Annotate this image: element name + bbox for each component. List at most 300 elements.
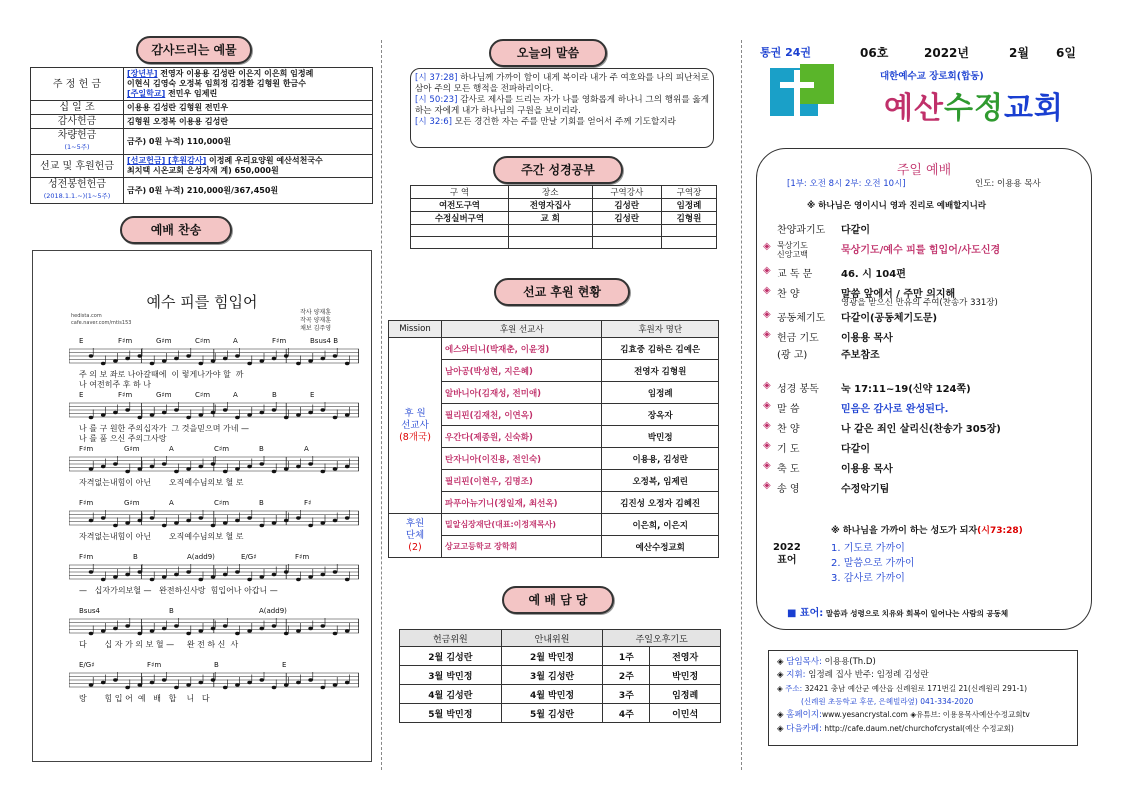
chord-label: F♯m [79, 553, 94, 561]
verses-box [410, 68, 714, 148]
note [272, 357, 277, 360]
lyric-line: — 십자가의보혈 — 완전하신사랑 힘입어나 아갑니 — [79, 586, 278, 595]
table-row: 4월 김성란 4월 박민정 3주 임정례 [400, 685, 721, 704]
note [101, 578, 106, 581]
note [260, 462, 265, 465]
offering-names: 금주) 0원 누적) 210,000원/367,450원 [124, 178, 373, 204]
note [150, 465, 155, 468]
note [199, 629, 204, 632]
chord-label: E [282, 661, 287, 669]
note [162, 678, 167, 681]
music-system [69, 391, 359, 443]
note [174, 470, 179, 473]
lyric-line: 나 여전히주 후 하 나 [79, 380, 151, 389]
staff [69, 509, 359, 529]
church-name: 예산수정교회 [884, 91, 1064, 126]
note [186, 467, 191, 470]
hymn-title: 예배 찬송 [120, 216, 232, 244]
note [186, 416, 191, 419]
note [113, 462, 118, 465]
offering-row [31, 129, 373, 155]
offering-label: 주 정 헌 금 [31, 68, 124, 101]
table-row: 5월 박민정 5월 김성란 4주 이민석 [400, 704, 721, 723]
order-label: 묵상기도 신앙고백 [777, 241, 808, 259]
note [321, 624, 326, 627]
diamond-icon: ◈ [777, 657, 787, 667]
lyric-line: 나 를 품 으신 주의그사랑 [79, 434, 167, 443]
note [247, 578, 252, 581]
music-system [69, 661, 359, 713]
offering-names: 김형원 오정복 이용용 김성란 [124, 115, 373, 129]
note [260, 575, 265, 578]
note [308, 524, 313, 527]
note [150, 681, 155, 684]
note [296, 629, 301, 632]
chord-label: A [233, 337, 238, 345]
table-row: 우간다(제종원, 신숙화) 박민정 [389, 426, 719, 448]
chord-label: B [272, 391, 277, 399]
note [174, 686, 179, 689]
note [211, 359, 216, 362]
chord-label: F♯m [147, 661, 162, 669]
note [284, 632, 289, 635]
chord-label: F♯m [79, 499, 94, 507]
note [89, 354, 94, 357]
chord-label: F♯m [272, 337, 287, 345]
note [235, 683, 240, 686]
note [308, 627, 313, 630]
order-value: 눅 17:11~19(신약 124쪽) [841, 384, 971, 395]
table-row: 수정실버구역 교 회 김성란 김형원 [411, 212, 717, 225]
note [125, 357, 130, 360]
info-line: ◈ 담임목사: 이용용(Th.D) [777, 657, 876, 667]
diamond-icon: ◈ [777, 710, 787, 720]
denomination: 대한예수교 장로회(합동) [880, 71, 984, 82]
offering-row [31, 115, 373, 129]
note [345, 362, 350, 365]
sheet-source: hedista.com cafe.naver.com/mtis153 [71, 313, 132, 326]
motto-item: 2. 말씀으로 가까이 [831, 558, 915, 569]
note [138, 354, 143, 357]
sheet-credits: 작사 양재훈 작곡 양재훈 채보 김주영 [300, 309, 331, 332]
offering-names: [선교헌금] [후원감사] 이정례 우리요양원 예산석천국수 최치택 시온교회 은성자재 계) 650,000원 [124, 155, 373, 178]
order-value: 수정악기팀 [841, 484, 890, 495]
note [308, 462, 313, 465]
table-row [411, 225, 717, 237]
diamond-icon: ◈ [763, 380, 771, 391]
offering-label: 차량헌금 (1~5주) [31, 129, 124, 155]
note [138, 570, 143, 573]
note [150, 413, 155, 416]
chord-label: C♯m [214, 499, 230, 507]
note [235, 570, 240, 573]
diamond-icon: ◈ [777, 670, 787, 680]
table-header: Mission 후원 선교사 후원자 명단 [389, 321, 719, 338]
note [186, 570, 191, 573]
verse: [시 37:28] 하나님께 가까이 함이 내게 복이라 내가 주 여호와를 나의 피난처로 삼아 주의 모든 행적을 전파하리이다. [415, 73, 709, 94]
note [333, 354, 338, 357]
order-label: 기 도 [777, 444, 800, 455]
note [101, 413, 106, 416]
note [150, 578, 155, 581]
sheet-music [32, 250, 372, 762]
order-value: 다같이 [841, 444, 870, 455]
note [260, 524, 265, 527]
diamond-icon: ◈ [763, 400, 771, 411]
chord-label: A(add9) [259, 607, 287, 615]
diamond-icon: ◈ [763, 309, 771, 320]
note [321, 357, 326, 360]
chord-label: B [169, 607, 174, 615]
chord-label: G♯m [124, 499, 140, 507]
note [260, 678, 265, 681]
chord-label: B [133, 553, 138, 561]
lyric-line: 자격없는내힘이 아닌 오직예수님의보 혈 로 [79, 532, 244, 541]
info-line: ◈ 지휘: 임정례 집사 반주: 임정례 김성란 [777, 670, 929, 680]
offering-names: 금주) 0원 누적) 110,000원 [124, 129, 373, 155]
table-row [411, 237, 717, 249]
note [162, 359, 167, 362]
order-value: 나 같은 죄인 살리신(찬송가 305장) [841, 424, 1001, 435]
motto-year: 2022 표어 [773, 542, 801, 566]
note [345, 413, 350, 416]
note [308, 411, 313, 414]
table-row: 3월 박민정 3월 김성란 2주 박민정 [400, 666, 721, 685]
note [174, 408, 179, 411]
note [260, 359, 265, 362]
diamond-icon: ◈ [763, 420, 771, 431]
music-system [69, 607, 359, 659]
music-system [69, 499, 359, 551]
chord-label: B [259, 445, 264, 453]
table-row: 알바니아(김재성, 전미애) 임정례 [389, 382, 719, 404]
note [101, 516, 106, 519]
table-row: 파푸아뉴기니(정일재, 최선옥) 김진성 오정자 김혜진 [389, 492, 719, 514]
note [272, 521, 277, 524]
chord-label: A [169, 499, 174, 507]
note [333, 416, 338, 419]
table-header: 구 역 장소 구역강사 구역장 [411, 186, 717, 199]
info-line: ◈ 홈페이지:www.yesancrystal.com ◈유튜브: 이용용목사예산수정교회tv [777, 710, 1030, 720]
offering-row [31, 101, 373, 115]
note [223, 357, 228, 360]
chord-label: F♯ [304, 499, 312, 507]
note [150, 516, 155, 519]
motto-items [831, 541, 915, 586]
note [308, 359, 313, 362]
service-title: 주일 예배 [896, 163, 952, 178]
offering-label: 십 일 조 [31, 101, 124, 115]
info-line: ◈ 다음카페: http://cafe.daum.net/churchofcrystal(예산 수정교회) [777, 724, 1014, 734]
chord-label: B [259, 499, 264, 507]
note [272, 686, 277, 689]
chord-label: A [233, 391, 238, 399]
verse: [시 32:6] 모든 경건한 자는 주를 만날 기회를 얻어서 주께 기도할지라 [415, 117, 676, 127]
motto-intro: ※ 하나님을 가까이 하는 성도가 되자(시73:28) [831, 526, 1023, 536]
word-title: 오늘의 말씀 [489, 39, 607, 67]
note [89, 570, 94, 573]
note [211, 575, 216, 578]
note [89, 416, 94, 419]
info-line: (신례원 초등학교 후문, 은혜빌라옆) 041-334-2020 [801, 697, 974, 706]
order-value: 다같이(공동체기도문) [841, 313, 938, 324]
chord-label: E/G♯ [79, 661, 95, 669]
service-leader: 인도: 이용용 목사 [975, 179, 1041, 189]
lyric-line: 자격없는내힘이 아닌 오직예수님의보 혈 로 [79, 478, 244, 487]
note [125, 408, 130, 411]
note [162, 575, 167, 578]
table-row: 탄자니아(이진용, 전인숙) 이용용, 김성란 [389, 448, 719, 470]
order-value: 46. 시 104편 [841, 269, 906, 280]
chord-label: F♯m [118, 337, 133, 345]
diamond-icon: ◈ [763, 329, 771, 340]
study-table [410, 185, 717, 249]
note [174, 357, 179, 360]
note [162, 627, 167, 630]
order-label: 말 씀 [777, 404, 800, 415]
order-label: 성경 봉독 [777, 384, 819, 395]
note [125, 521, 130, 524]
diamond-icon: ◈ [763, 460, 771, 471]
note [296, 681, 301, 684]
note [150, 629, 155, 632]
note [89, 683, 94, 686]
chord-label: E [79, 391, 84, 399]
note [138, 416, 143, 419]
note [223, 521, 228, 524]
order-value: 말씀 앞에서 / 주만 의지해 [841, 289, 956, 300]
order-label: 헌금 기도 [777, 333, 819, 344]
note [284, 519, 289, 522]
offering-label: 선교 및 후원헌금 [31, 155, 124, 178]
staff [69, 347, 359, 367]
table-row: 필리핀(김재천, 이연옥) 장옥자 [389, 404, 719, 426]
note [113, 411, 118, 414]
note [138, 632, 143, 635]
note [284, 354, 289, 357]
note [125, 686, 130, 689]
table-row: 여전도구역 전영자집사 김성란 임정례 [411, 199, 717, 212]
lyric-line: 나 를 구 원한 주의십자가 그 것을믿으며 가네 — [79, 424, 249, 433]
mission-table [388, 320, 719, 558]
note [308, 575, 313, 578]
note [162, 524, 167, 527]
offering-row [31, 68, 373, 101]
offering-label: 성전봉헌헌금 (2018.1.1.~)(1~5주) [31, 178, 124, 204]
verse: [시 50:23] 감사로 제사를 드리는 자가 나를 영화롭게 하나니 그의 행위를 옳게 하는 자에게 내가 하나님의 구원을 보이리라. [415, 95, 709, 116]
note [199, 681, 204, 684]
note [113, 359, 118, 362]
note [89, 519, 94, 522]
chord-label: F♯m [118, 391, 133, 399]
table-row: 후 원 선교사 (8개국) 에스와티니(박재춘, 이윤경) 김효중 김하은 김예은 [389, 338, 719, 360]
note [247, 629, 252, 632]
note [211, 627, 216, 630]
duty-title: 예 배 담 당 [502, 586, 614, 614]
note [272, 408, 277, 411]
note [211, 411, 216, 414]
note [89, 467, 94, 470]
note [150, 362, 155, 365]
offering-names: [장년부] 전영자 이용용 김성란 이은지 이은희 임정례 이현식 김영숙 오정복 임희정 김경환 김형원 한금수 [주일학교] 전민우 임제린 [124, 68, 373, 101]
chord-label: Bsus4 [79, 607, 100, 615]
note [321, 521, 326, 524]
note [333, 632, 338, 635]
note [89, 632, 94, 635]
note [284, 570, 289, 573]
staff [69, 617, 359, 637]
note [174, 624, 179, 627]
order-value: 이용용 목사 [841, 333, 893, 344]
note [186, 632, 191, 635]
mission-title: 선교 후원 현황 [494, 278, 630, 306]
note [247, 465, 252, 468]
table-header: 헌금위원 안내위원 주일오후기도 [400, 630, 721, 647]
note [333, 467, 338, 470]
table-row: 남아공(박성현, 지은혜) 전영자 김형원 [389, 360, 719, 382]
note [247, 681, 252, 684]
table-row: 후원 단체 (2) 밀알심장재단(대표:이정재목사) 이은희, 이은지 [389, 514, 719, 536]
chord-label: B [214, 661, 219, 669]
note [186, 683, 191, 686]
note [272, 624, 277, 627]
note [199, 516, 204, 519]
offering-names: 이용용 김성란 김형원 전민우 [124, 101, 373, 115]
note [199, 362, 204, 365]
note [247, 516, 252, 519]
chord-label: C♯m [214, 445, 230, 453]
order-value: 묵상기도/예수 피를 힘입어/사도신경 [841, 245, 1001, 256]
note [296, 465, 301, 468]
offering-table [30, 67, 373, 204]
staff [69, 455, 359, 475]
note [223, 470, 228, 473]
chord-label: E [310, 391, 315, 399]
chord-label: G♯m [124, 445, 140, 453]
order-label: 공동체기도 [777, 313, 826, 324]
note [345, 578, 350, 581]
note [296, 516, 301, 519]
music-system [69, 337, 359, 389]
lyric-line: 랑 힘 입 어 예 배 합 니 다 [79, 694, 210, 703]
note [162, 462, 167, 465]
cross-logo-icon [770, 64, 834, 120]
chord-label: A [169, 445, 174, 453]
chord-label: E/G♯ [241, 553, 257, 561]
diamond-icon: ◈ [763, 440, 771, 451]
music-system [69, 445, 359, 497]
note [162, 411, 167, 414]
note [211, 524, 216, 527]
note [247, 413, 252, 416]
note [333, 683, 338, 686]
info-box [768, 650, 1078, 746]
duty-table [399, 629, 721, 723]
note [199, 413, 204, 416]
note [333, 519, 338, 522]
note [260, 627, 265, 630]
note [345, 681, 350, 684]
note [101, 465, 106, 468]
order-label: 교 독 문 [777, 269, 813, 280]
order-value: 믿음은 감사로 완성된다. [841, 404, 949, 415]
info-line: ◈ 주소: 32421 충남 예산군 예산읍 신례원로 171번길 21(신례원리 291-1) [777, 684, 1028, 693]
note [345, 629, 350, 632]
note [260, 411, 265, 414]
chord-label: C♯m [195, 391, 211, 399]
service-box: 주일 예배 [1부: 오전 8시 2부: 오전 10시] 인도: 이용용 목사 ※ 하나님은 영이시니 영과 진리로 예배할지니라 찬양과기도 다같이 ◈ 묵상기도 신앙고백 묵상기도/예수 피를 힘입어/사도신경 ◈ 교 독 문 46. 시 104편 ◈ 찬 양 말씀 앞에서 / 주만 의지해 영광을 받으신 만유의 주여(찬송가 331장) ◈ 공동체기도 다같이(공동체기도문) ◈ 헌금 기도 이용용 목사 (광 고) 주보참조 ◈ 성경 봉독 눅 17:11~19(신약 124쪽) ◈ 말 씀 믿음은 감사로 완성된다. ◈ 찬 양 나 같은 죄인 살리신(찬송가 305장) ◈ 기 도 다같이 ◈ 축 도 이용용 목사 ◈ 송 영 수정악기팀 ※ 하나님을 가까이 하는 성도가 되자(시73:28) 2022 표어 1. 기도로 가까이 2. 말씀으로 가까이 3. 감사로 가까이 ■ 표어: 말씀과 성령으로 치유와 회복이 일어나는 사람의 공동체 [756, 148, 1092, 630]
note [235, 354, 240, 357]
note [345, 516, 350, 519]
note [186, 519, 191, 522]
chord-label: G♯m [156, 391, 172, 399]
note [211, 462, 216, 465]
staff [69, 563, 359, 583]
note [125, 470, 130, 473]
note [223, 686, 228, 689]
chord-label: E [79, 337, 84, 345]
note [186, 354, 191, 357]
offering-label: 감사헌금 [31, 115, 124, 129]
note [223, 573, 228, 576]
note [296, 362, 301, 365]
note [247, 362, 252, 365]
chord-label: C♯m [195, 337, 211, 345]
note [211, 678, 216, 681]
note [296, 413, 301, 416]
service-call: ※ 하나님은 영이시니 영과 진리로 예배할지니라 [807, 201, 987, 211]
order-value: 주보참조 [841, 350, 880, 361]
table-row: 2월 김성란 2월 박민정 1주 전영자 [400, 647, 721, 666]
order-label: 송 영 [777, 484, 800, 495]
note [113, 678, 118, 681]
note [138, 467, 143, 470]
offering-row [31, 178, 373, 204]
note [235, 632, 240, 635]
table-row: 상교고등학교 장학회 예산수정교회 [389, 536, 719, 558]
note [235, 467, 240, 470]
note [321, 686, 326, 689]
note [272, 573, 277, 576]
offering-title: 감사드리는 예물 [136, 36, 252, 64]
offering-row [31, 155, 373, 178]
diamond-icon: ◈ [763, 241, 771, 252]
note [101, 362, 106, 365]
note [138, 683, 143, 686]
note [113, 575, 118, 578]
note [223, 624, 228, 627]
chord-label: A(add9) [187, 553, 215, 561]
note [308, 678, 313, 681]
chord-label: F♯m [295, 553, 310, 561]
note [174, 573, 179, 576]
order-label: 찬 양 [777, 289, 800, 300]
chord-label: G♯m [156, 337, 172, 345]
note [333, 570, 338, 573]
note [235, 416, 240, 419]
chord-label: F♯m [79, 445, 94, 453]
order-value: 이용용 목사 [841, 464, 893, 475]
sheet-title: 예수 피를 힘입어 [146, 293, 258, 311]
note [235, 519, 240, 522]
note [321, 573, 326, 576]
note [284, 416, 289, 419]
note [113, 627, 118, 630]
staff [69, 401, 359, 421]
lyric-line: 주 의 보 좌로 나아갈때에 이 렇게나가야 할 까 [79, 370, 244, 379]
chord-label: Bsus4 B [310, 337, 339, 345]
lyric-line: 다 십 자 가 의 보 혈 — 완 전 하 신 사 [79, 640, 239, 649]
